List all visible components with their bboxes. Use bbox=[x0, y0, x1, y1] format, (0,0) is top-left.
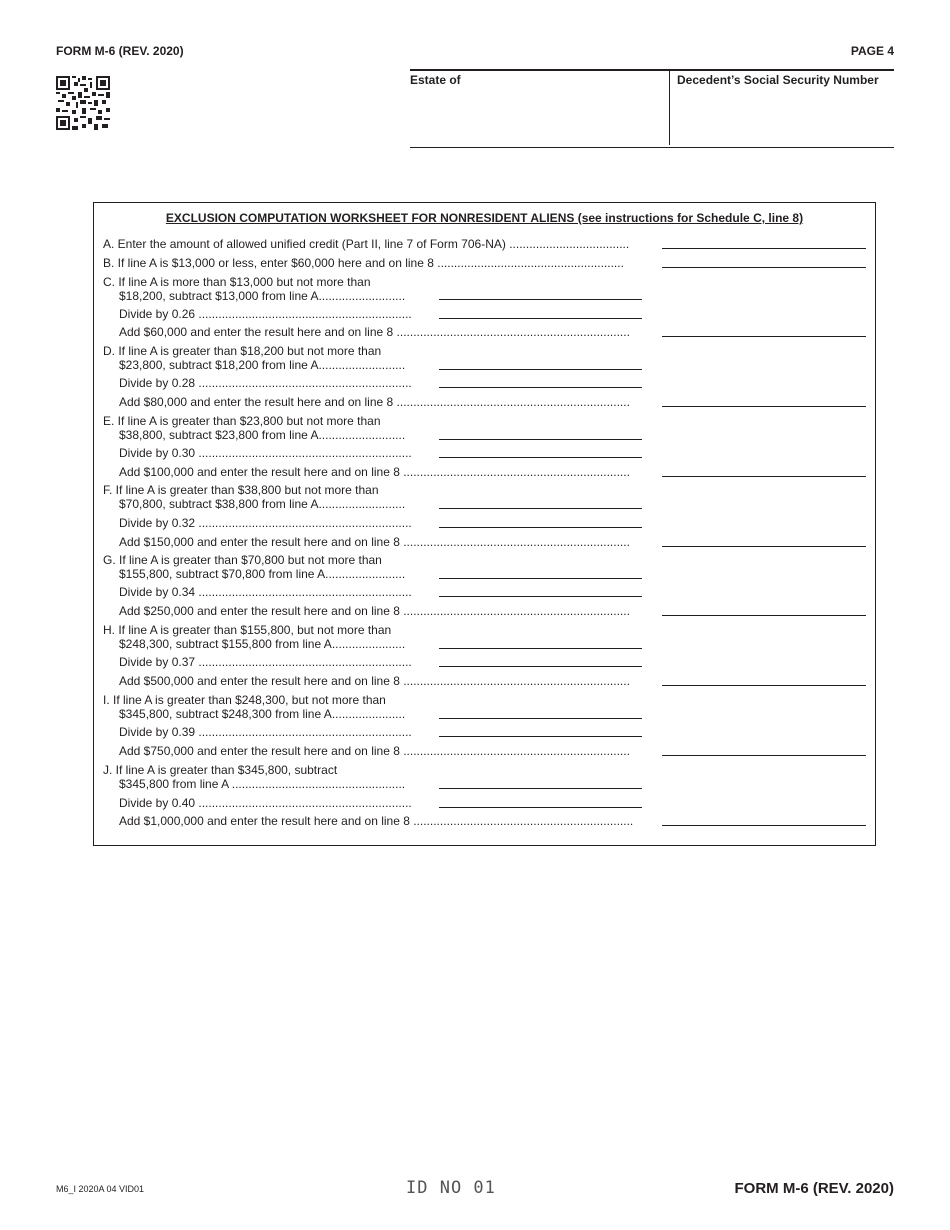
line-f-divide-text: Divide by 0.32 ................................................................ bbox=[119, 516, 412, 530]
line-e-divide-entry[interactable] bbox=[439, 457, 642, 458]
line-d-subtract-text: $23,800, subtract $18,200 from line A.......................... bbox=[119, 358, 406, 372]
line-c-divide-text: Divide by 0.26 ................................................................ bbox=[119, 307, 412, 321]
line-d-subtract-entry[interactable] bbox=[439, 369, 642, 370]
line-c-result-entry[interactable] bbox=[662, 336, 866, 337]
line-i-subtract-entry[interactable] bbox=[439, 718, 642, 719]
line-b-entry[interactable] bbox=[662, 267, 866, 268]
qr-code-icon bbox=[56, 76, 110, 130]
line-f-subtract-text: $70,800, subtract $38,800 from line A.......................... bbox=[119, 497, 406, 511]
line-b-text: B. If line A is $13,000 or less, enter $60,000 here and on line 8 ........................................................ bbox=[103, 256, 624, 270]
line-a-entry[interactable] bbox=[662, 248, 866, 249]
line-f-divide-entry[interactable] bbox=[439, 527, 642, 528]
line-c-add-text: Add $60,000 and enter the result here and on line 8 ...................................................................... bbox=[119, 325, 630, 339]
line-g-result-entry[interactable] bbox=[662, 615, 866, 616]
form-id-header: FORM M-6 (REV. 2020) bbox=[56, 44, 184, 58]
line-f-subtract-entry[interactable] bbox=[439, 508, 642, 509]
line-g-text: G. If line A is greater than $70,800 but not more than bbox=[103, 553, 382, 567]
ssn-label: Decedent’s Social Security Number bbox=[677, 73, 879, 87]
line-i-divide-entry[interactable] bbox=[439, 736, 642, 737]
line-c-subtract-entry[interactable] bbox=[439, 299, 642, 300]
line-d-add-text: Add $80,000 and enter the result here and on line 8 ...................................................................... bbox=[119, 395, 630, 409]
line-g-subtract-text: $155,800, subtract $70,800 from line A........................ bbox=[119, 567, 406, 581]
footer-form-id: FORM M-6 (REV. 2020) bbox=[734, 1180, 894, 1197]
line-h-text: H. If line A is greater than $155,800, but not more than bbox=[103, 623, 392, 637]
worksheet-title: EXCLUSION COMPUTATION WORKSHEET FOR NONRESIDENT ALIENS (see instructions for Schedule C, line 8) bbox=[165, 211, 804, 225]
footer-id-number: ID NO 01 bbox=[406, 1178, 496, 1198]
line-f-add-text: Add $150,000 and enter the result here and on line 8 .................................................................... bbox=[119, 535, 630, 549]
line-e-add-text: Add $100,000 and enter the result here and on line 8 .................................................................... bbox=[119, 465, 630, 479]
line-c-text: C. If line A is more than $13,000 but not more than bbox=[103, 275, 371, 289]
estate-box-divider bbox=[669, 70, 670, 145]
line-g-divide-text: Divide by 0.34 ................................................................ bbox=[119, 585, 412, 599]
footer-form-code: M6_I 2020A 04 VID01 bbox=[56, 1184, 145, 1194]
line-a-text: A. Enter the amount of allowed unified credit (Part II, line 7 of Form 706-NA) .................................... bbox=[103, 237, 630, 251]
line-h-add-text: Add $500,000 and enter the result here and on line 8 .................................................................... bbox=[119, 674, 630, 688]
line-i-add-text: Add $750,000 and enter the result here and on line 8 .................................................................... bbox=[119, 744, 630, 758]
line-e-divide-text: Divide by 0.30 ................................................................ bbox=[119, 446, 412, 460]
line-h-subtract-entry[interactable] bbox=[439, 648, 642, 649]
line-g-divide-entry[interactable] bbox=[439, 596, 642, 597]
line-f-text: F. If line A is greater than $38,800 but not more than bbox=[103, 483, 379, 497]
line-c-subtract-text: $18,200, subtract $13,000 from line A.......................... bbox=[119, 289, 406, 303]
line-d-text: D. If line A is greater than $18,200 but not more than bbox=[103, 344, 382, 358]
line-i-subtract-text: $345,800, subtract $248,300 from line A...................... bbox=[119, 707, 406, 721]
line-e-text: E. If line A is greater than $23,800 but not more than bbox=[103, 414, 381, 428]
exclusion-worksheet bbox=[93, 202, 876, 846]
line-j-add-text: Add $1,000,000 and enter the result here and on line 8 .................................................................. bbox=[119, 814, 634, 828]
page-number: PAGE 4 bbox=[850, 44, 894, 58]
line-h-result-entry[interactable] bbox=[662, 685, 866, 686]
line-h-divide-text: Divide by 0.37 ................................................................ bbox=[119, 655, 412, 669]
line-j-divide-entry[interactable] bbox=[439, 807, 642, 808]
line-f-result-entry[interactable] bbox=[662, 546, 866, 547]
line-j-text: J. If line A is greater than $345,800, subtract bbox=[103, 763, 338, 777]
estate-of-label: Estate of bbox=[410, 73, 461, 87]
line-e-result-entry[interactable] bbox=[662, 476, 866, 477]
line-i-text: I. If line A is greater than $248,300, but not more than bbox=[103, 693, 386, 707]
line-i-divide-text: Divide by 0.39 ................................................................ bbox=[119, 725, 412, 739]
line-c-divide-entry[interactable] bbox=[439, 318, 642, 319]
line-j-subtract-entry[interactable] bbox=[439, 788, 642, 789]
line-d-result-entry[interactable] bbox=[662, 406, 866, 407]
line-g-subtract-entry[interactable] bbox=[439, 578, 642, 579]
line-g-add-text: Add $250,000 and enter the result here and on line 8 .................................................................... bbox=[119, 604, 630, 618]
line-e-subtract-entry[interactable] bbox=[439, 439, 642, 440]
line-j-divide-text: Divide by 0.40 ................................................................ bbox=[119, 796, 412, 810]
line-i-result-entry[interactable] bbox=[662, 755, 866, 756]
line-h-divide-entry[interactable] bbox=[439, 666, 642, 667]
line-j-subtract-text: $345,800 from line A .................................................... bbox=[119, 777, 406, 791]
line-d-divide-entry[interactable] bbox=[439, 387, 642, 388]
line-h-subtract-text: $248,300, subtract $155,800 from line A...................... bbox=[119, 637, 406, 651]
line-e-subtract-text: $38,800, subtract $23,800 from line A.......................... bbox=[119, 428, 406, 442]
line-j-result-entry[interactable] bbox=[662, 825, 866, 826]
line-d-divide-text: Divide by 0.28 ................................................................ bbox=[119, 376, 412, 390]
